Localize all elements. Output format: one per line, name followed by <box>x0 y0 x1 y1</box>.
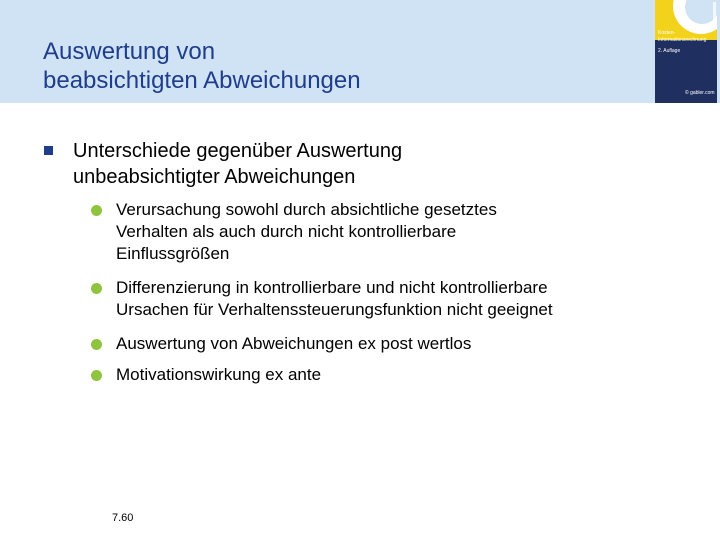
sub-bullet-line: Differenzierung in kontrollierbare und nicht kontrollierbare <box>116 278 548 297</box>
sub-bullet <box>116 333 471 355</box>
round-bullet-icon <box>91 205 102 216</box>
cover-spine-stripe <box>713 2 716 22</box>
sub-bullet-line: Einflussgrößen <box>116 244 230 263</box>
bullet-level1 <box>73 138 402 190</box>
slide-title-line: Auswertung von <box>43 38 216 65</box>
cover-title-line: Informationsrechnung <box>658 37 707 43</box>
slide-title <box>43 37 361 95</box>
cover-edition: 2. Auflage <box>658 48 681 54</box>
cover-publisher: © gabler.com <box>685 90 715 96</box>
round-bullet-icon <box>91 370 102 381</box>
sub-bullet-line: Ursachen für Verhaltenssteuerungsfunktion nicht geeignet <box>116 300 553 319</box>
bullet-level1-line: unbeabsichtigter Abweichungen <box>73 166 356 188</box>
slide-title-line: beabsichtigten Abweichungen <box>43 67 361 94</box>
page-number: 7.60 <box>112 512 134 524</box>
sub-bullet <box>116 277 553 321</box>
square-bullet-icon <box>44 146 53 155</box>
sub-bullet-line: Auswertung von Abweichungen ex post wertlos <box>116 334 472 353</box>
bullet-level1-line: Unterschiede gegenüber Auswertung <box>73 140 403 162</box>
sub-bullet-line: Verhalten als auch durch nicht kontrollierbare <box>116 222 457 241</box>
sub-bullet-line: Verursachung sowohl durch absichtliche gesetztes <box>116 200 497 219</box>
cover-title-line: Kosten- <box>658 30 676 36</box>
round-bullet-icon <box>91 283 102 294</box>
sub-bullet <box>116 364 321 386</box>
sub-bullet <box>116 199 497 265</box>
book-cover-thumbnail <box>655 0 717 103</box>
round-bullet-icon <box>91 339 102 350</box>
sub-bullet-line: Motivationswirkung ex ante <box>116 365 322 384</box>
